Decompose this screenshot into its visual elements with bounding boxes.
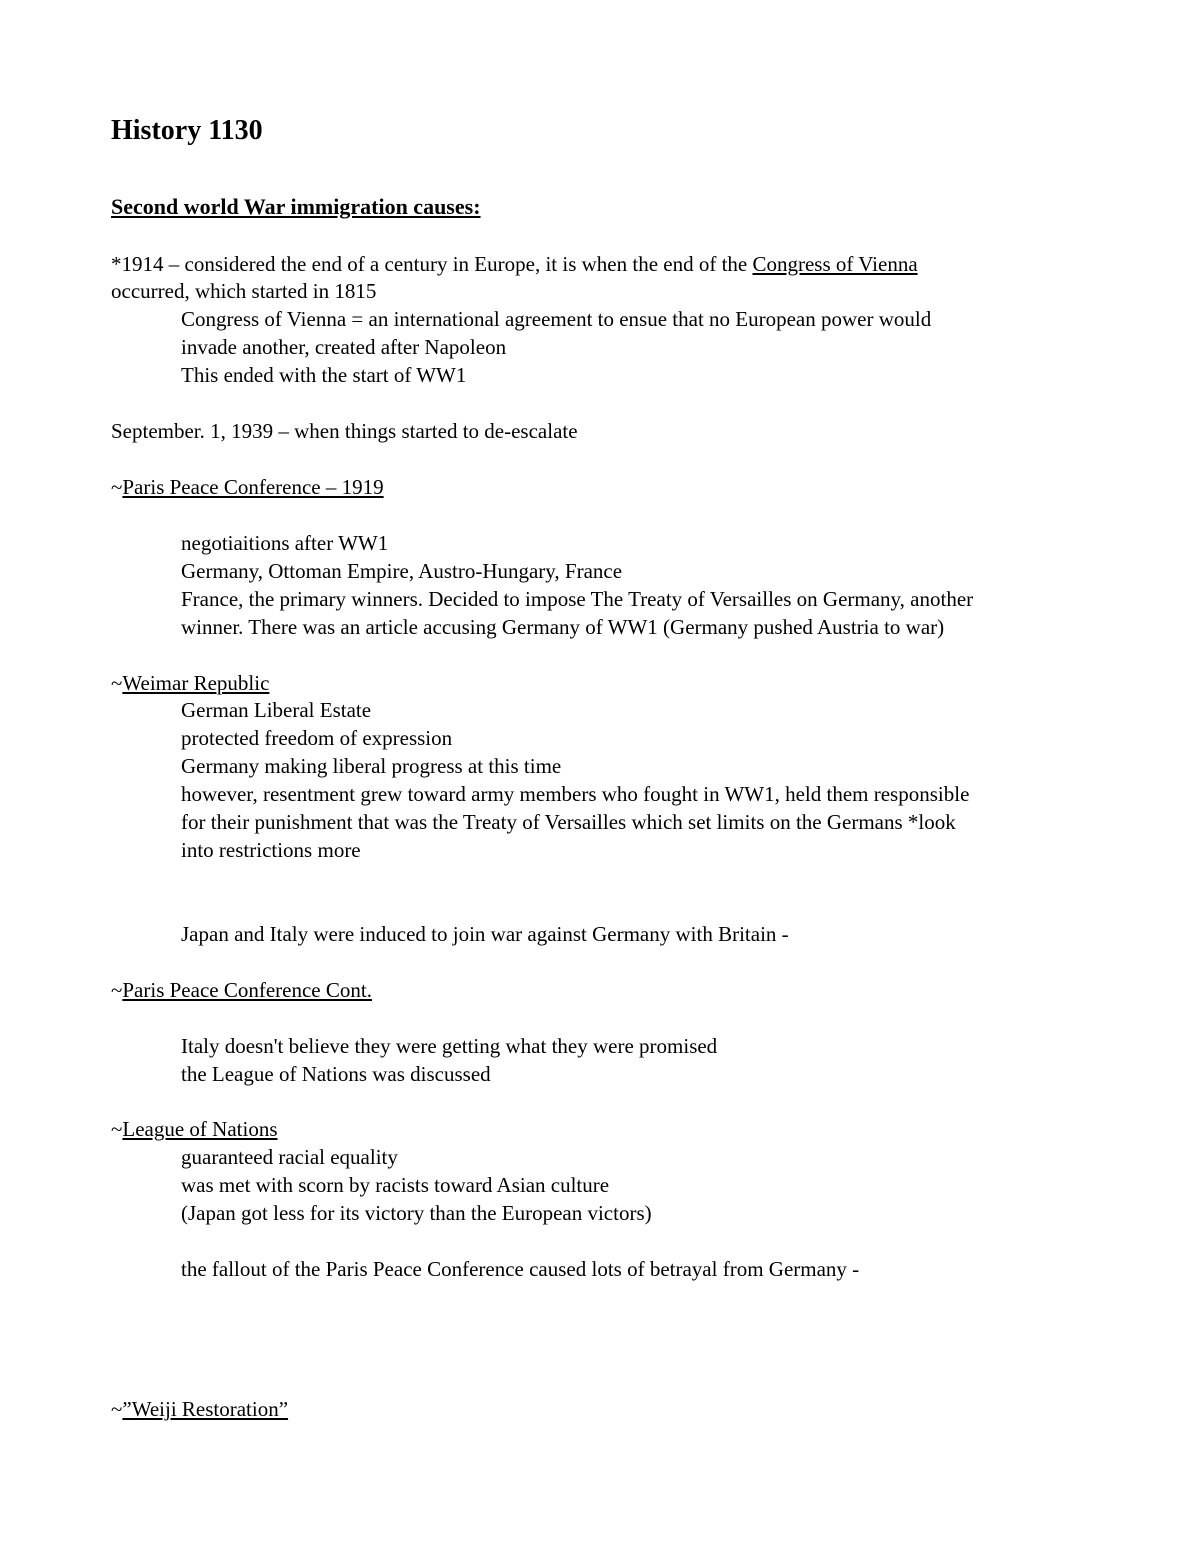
indented-line: however, resentment grew toward army members who fought in WW1, held them responsible xyxy=(181,782,970,806)
indented-line: Germany, Ottoman Empire, Austro-Hungary, France xyxy=(181,559,623,583)
indented-line: guaranteed racial equality xyxy=(181,1145,398,1169)
indented-line: Italy doesn't believe they were getting what they were promised xyxy=(181,1034,718,1058)
heading-text: ”Weiji Restoration” xyxy=(122,1397,289,1421)
underlined-term: Congress of Vienna xyxy=(752,252,918,276)
indented-line: winner. There was an article accusing Germany of WW1 (Germany pushed Austria to war) xyxy=(181,615,945,639)
indented-line: protected freedom of expression xyxy=(181,726,453,750)
heading-text: Paris Peace Conference – 1919 xyxy=(122,475,384,499)
indented-line: was met with scorn by racists toward Asian culture xyxy=(181,1173,610,1197)
section-heading xyxy=(111,977,372,1003)
indented-line: negotiaitions after WW1 xyxy=(181,531,389,555)
tilde-marker: ~ xyxy=(111,475,123,499)
indented-line: the League of Nations was discussed xyxy=(181,1062,491,1086)
page-title: History 1130 xyxy=(111,115,263,146)
heading-text: League of Nations xyxy=(122,1117,278,1141)
text-line: occurred, which started in 1815 xyxy=(111,279,377,303)
indented-line: for their punishment that was the Treaty of Versailles which set limits on the Germans *look xyxy=(181,810,956,834)
heading-text: Weimar Republic xyxy=(122,671,270,695)
indented-line: France, the primary winners. Decided to impose The Treaty of Versailles on Germany, another xyxy=(181,587,974,611)
section-heading xyxy=(111,1116,278,1142)
section-heading xyxy=(111,474,384,500)
section-subtitle: Second world War immigration causes: xyxy=(111,194,481,219)
indented-line: Japan and Italy were induced to join war against Germany with Britain - xyxy=(181,922,789,946)
tilde-marker: ~ xyxy=(111,1397,123,1421)
indented-line: invade another, created after Napoleon xyxy=(181,335,507,359)
indented-line: This ended with the start of WW1 xyxy=(181,363,467,387)
indented-line: the fallout of the Paris Peace Conference caused lots of betrayal from Germany - xyxy=(181,1257,860,1281)
section-heading xyxy=(111,1396,288,1422)
tilde-marker: ~ xyxy=(111,671,123,695)
indented-line: Congress of Vienna = an international agreement to ensue that no European power would xyxy=(181,307,932,331)
indented-line: into restrictions more xyxy=(181,838,361,862)
indented-line: Germany making liberal progress at this time xyxy=(181,754,562,778)
text-line xyxy=(111,251,918,277)
text-span: *1914 – considered the end of a century in Europe, it is when the end of the xyxy=(111,252,753,276)
tilde-marker: ~ xyxy=(111,1117,123,1141)
tilde-marker: ~ xyxy=(111,978,123,1002)
section-heading xyxy=(111,670,269,696)
indented-line: German Liberal Estate xyxy=(181,698,372,722)
text-line: September. 1, 1939 – when things started to de-escalate xyxy=(111,419,578,443)
indented-line: (Japan got less for its victory than the European victors) xyxy=(181,1201,652,1225)
heading-text: Paris Peace Conference Cont. xyxy=(122,978,372,1002)
